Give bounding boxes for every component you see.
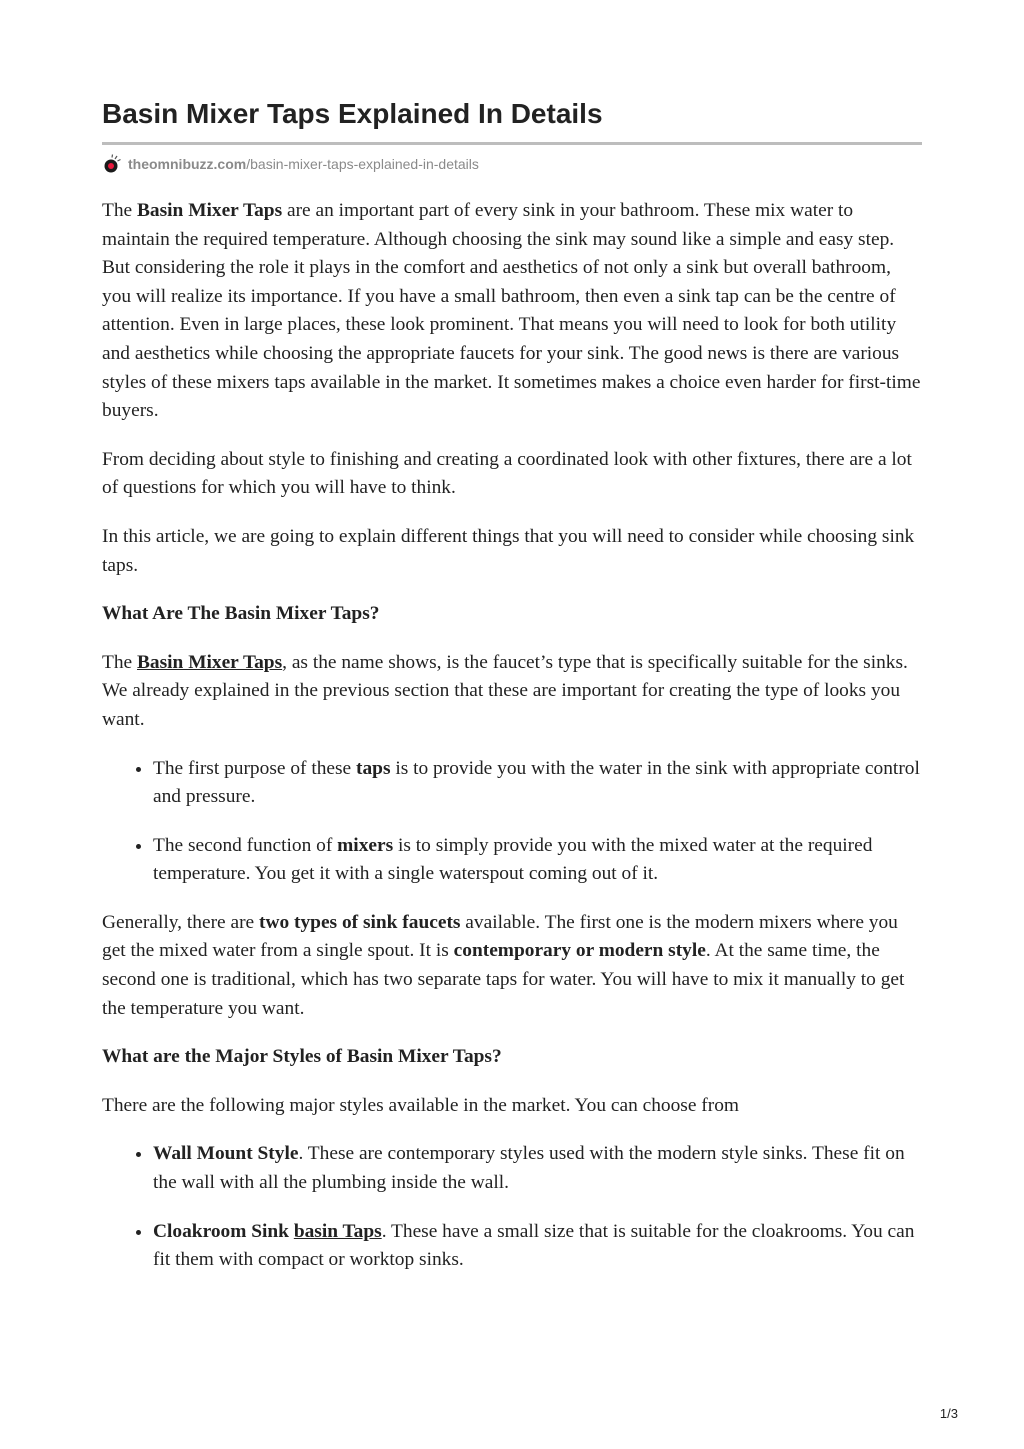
section1-paragraph-2: Generally, there are two types of sink faucets available. The first one is the modern mixers where you get the mixed water from a single spout. It is contemporary or modern style. At the same time, the second one is traditional, which has two separate taps for water. You will have to mix it manually to get the temperature you want. (102, 911, 905, 1019)
list-item: • The first purpose of these taps is to provide you with the water in the sink with appropriate control and pressure. (153, 755, 922, 812)
source-link[interactable] (128, 156, 479, 172)
omnibuzz-logo-icon (102, 154, 122, 174)
basin-taps-link[interactable]: basin Taps (293, 1220, 382, 1242)
basin-mixer-taps-link[interactable]: Basin Mixer Taps (137, 651, 283, 673)
page-number: 1/3 (939, 1406, 958, 1421)
section-heading-what-are: What Are The Basin Mixer Taps? (102, 603, 380, 625)
list-item: • The second function of mixers is to simply provide you with the mixed water at the required temperature. You get it with a single waterspout coming out of it. (153, 832, 922, 889)
bold-term: Basin Mixer Taps (137, 200, 283, 221)
source-path: /basin-mixer-taps-explained-in-details (246, 156, 479, 172)
article-body (102, 197, 922, 1275)
list-item: • Wall Mount Style. These are contemporary styles used with the modern style sinks. These fit on the wall with all the plumbing inside the wall. (153, 1140, 922, 1197)
document-page (102, 96, 922, 1295)
source-domain: theomnibuzz.com (128, 156, 247, 172)
page-title: Basin Mixer Taps Explained In Details (102, 96, 922, 145)
source-line (102, 153, 922, 175)
intro-paragraph-1: The Basin Mixer Taps are an important part of every sink in your bathroom. These mix water to maintain the required temperature. Although choosing the sink may sound like a simple and easy step. But considering the role it plays in the comfort and aesthetics of not only a sink but overall bathroom, you will realize its importance. If you have a small bathroom, then even a sink tap can be the centre of attention. Even in large places, these look prominent. That means you will need to look for both utility and aesthetics while choosing the appropriate faucets for your sink. The good news is there are various styles of these mixers taps available in the market. It sometimes makes a choice even harder for first-time buyers. (102, 200, 921, 422)
list-item: • Cloakroom Sink basin Taps. These have a small size that is suitable for the cloakrooms. You can fit them with compact or worktop sinks. (153, 1218, 922, 1275)
purpose-list (102, 755, 922, 889)
section1-paragraph-1: The Basin Mixer Taps, as the name shows, is the faucet’s type that is specifically suitable for the sinks. We already explained in the previous section that these are important for creating the type of looks you want. (102, 651, 908, 730)
section2-paragraph-1: There are the following major styles available in the market. You can choose from (102, 1094, 740, 1116)
styles-list (102, 1140, 922, 1274)
intro-paragraph-3: In this article, we are going to explain different things that you will need to consider while choosing sink taps. (102, 525, 915, 576)
intro-paragraph-2: From deciding about style to finishing and creating a coordinated look with other fixtures, there are a lot of questions for which you will have to think. (102, 448, 912, 499)
section-heading-major-styles: What are the Major Styles of Basin Mixer Taps? (102, 1046, 502, 1068)
